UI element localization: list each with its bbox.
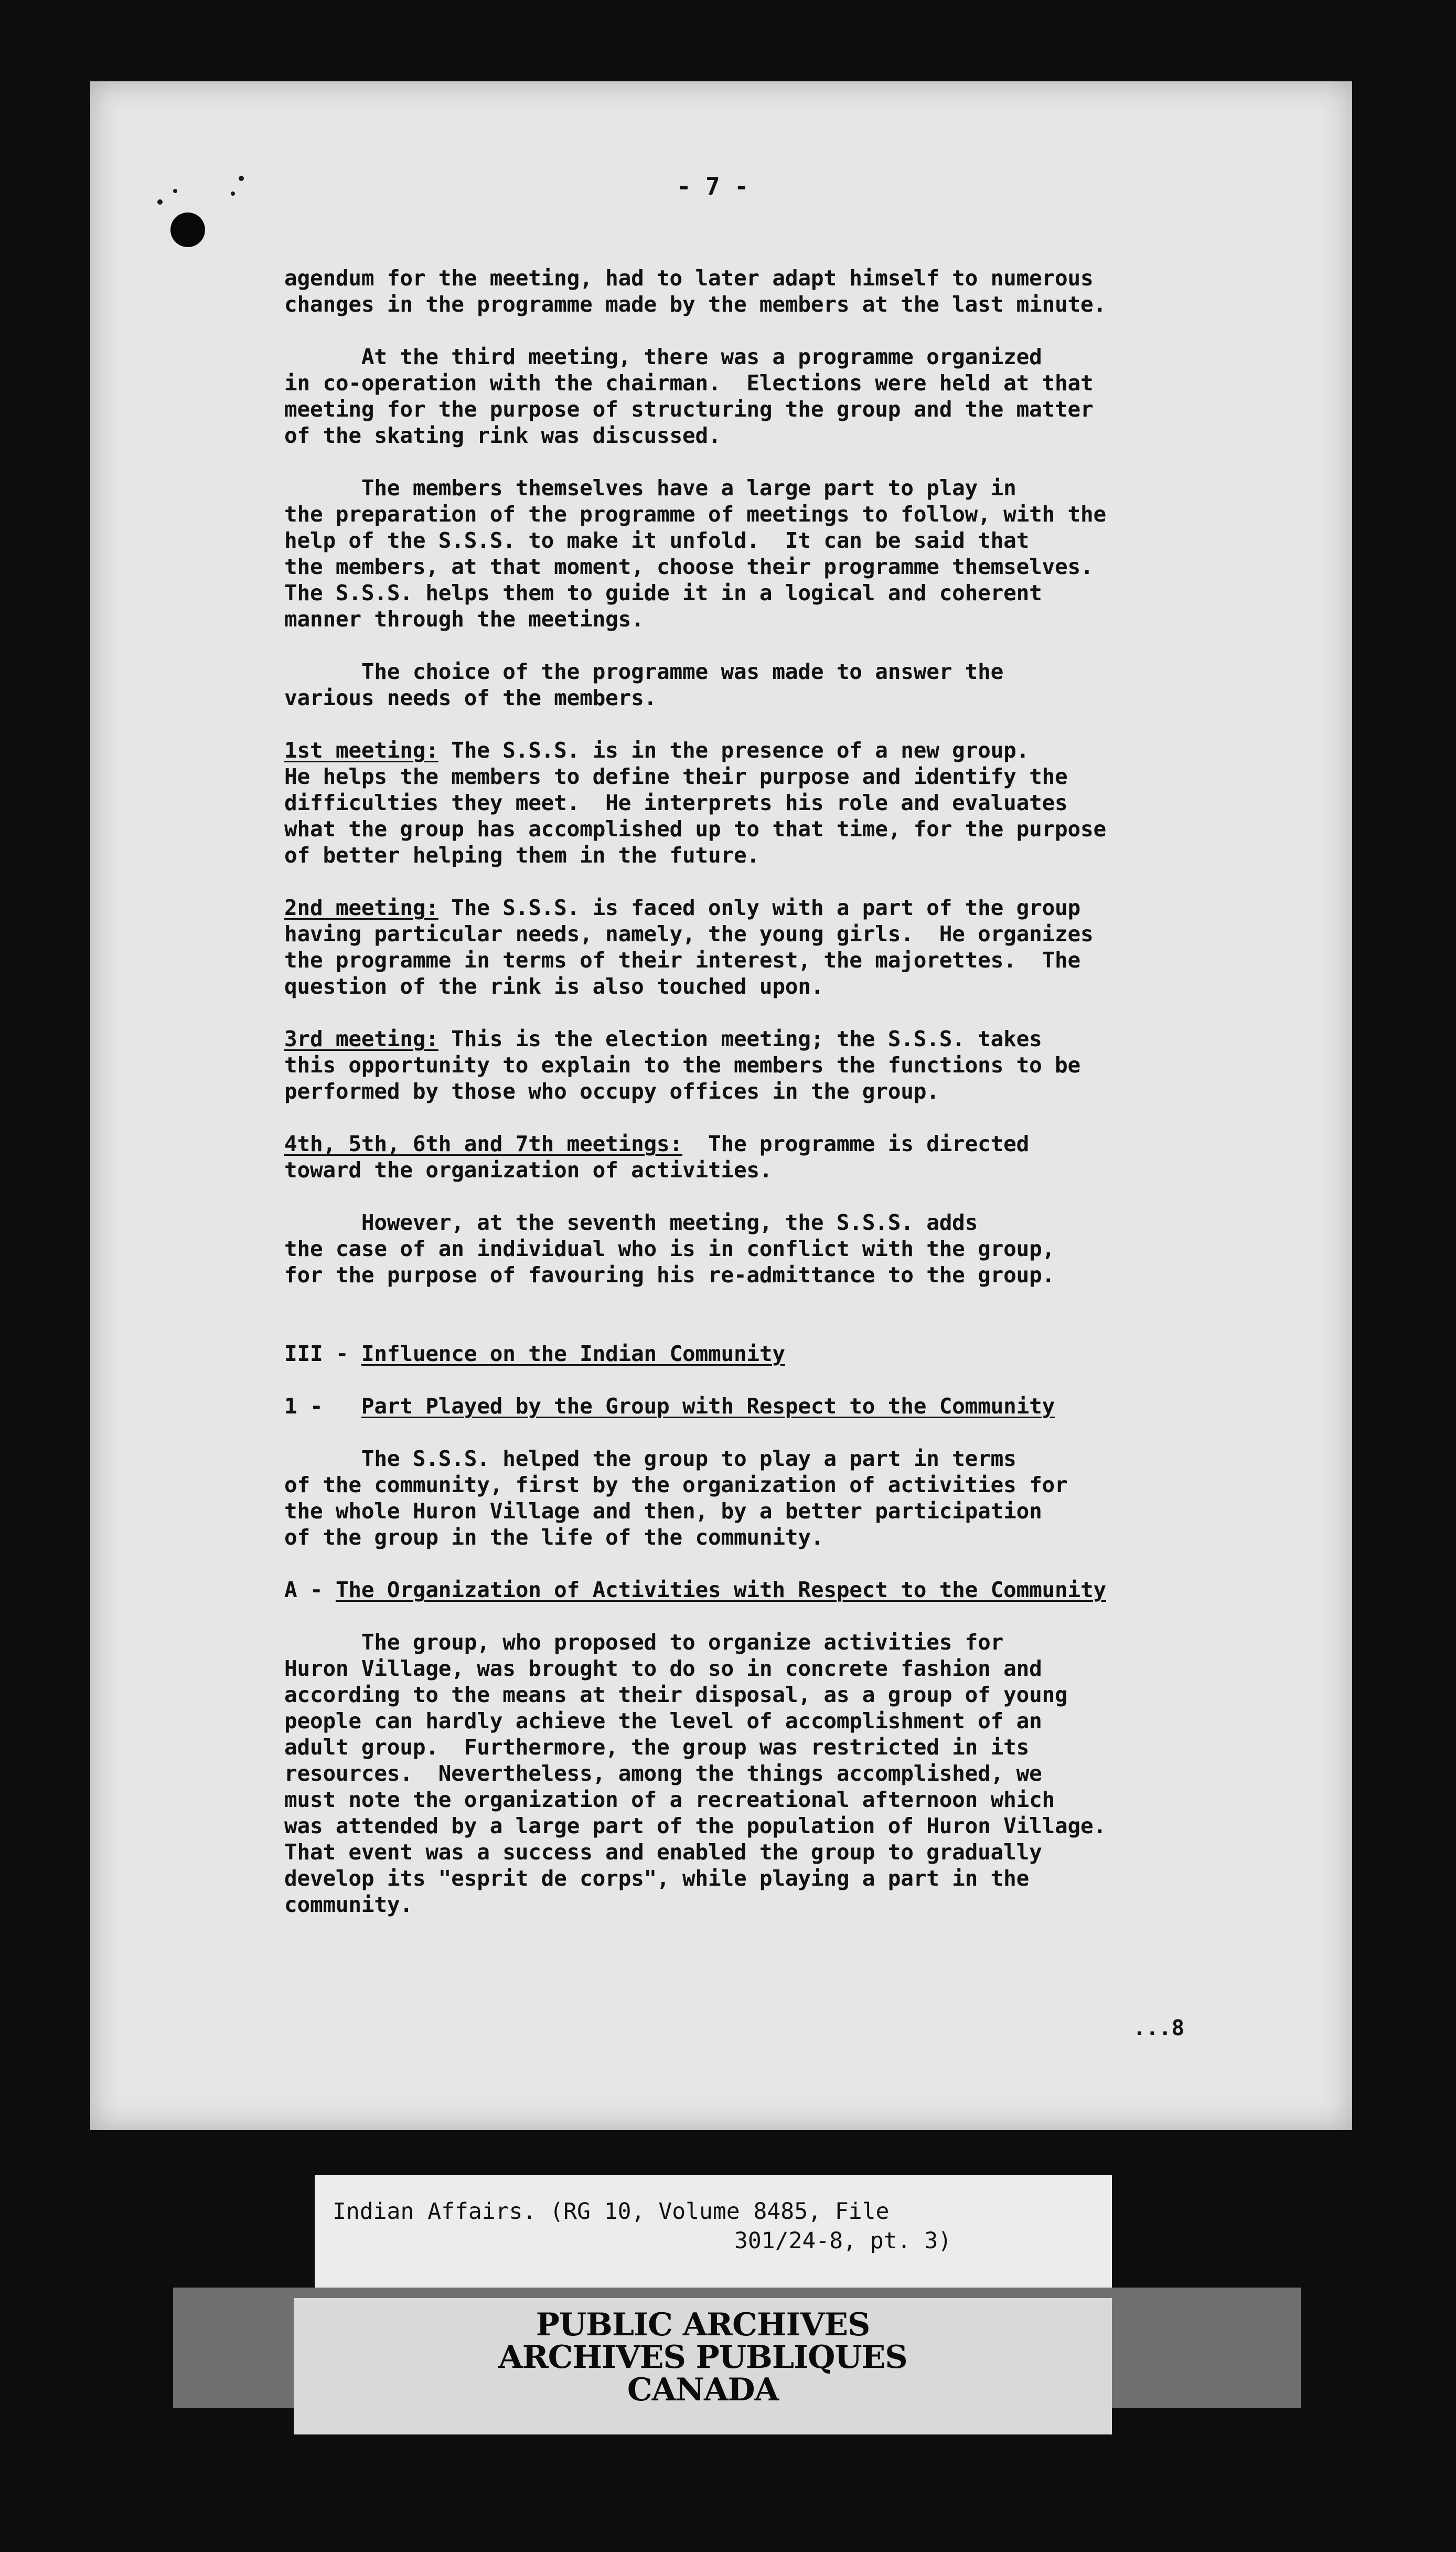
text-span: performed by those who occupy offices in the group. [284, 1079, 939, 1104]
text-span: community. [284, 1892, 413, 1917]
text-span: having particular needs, namely, the young girls. He organizes [284, 921, 1094, 947]
text-span: 1 - [284, 1394, 361, 1419]
text-span: At the third meeting, there was a programme organized [284, 344, 1042, 369]
paragraph-line [284, 1236, 1312, 1262]
paragraph-line [284, 1445, 1312, 1472]
meeting-line [284, 763, 1312, 790]
paragraph-line [284, 606, 1312, 632]
archives-stamp [294, 2306, 1112, 2408]
text-span: changes in the programme made by the members at the last minute. [284, 292, 1106, 317]
meeting-line [284, 1078, 1312, 1104]
text-span: people can hardly achieve the level of accomplishment of an [284, 1708, 1042, 1734]
text-span: the preparation of the programme of meetings to follow, with the [284, 502, 1106, 527]
text-span: Huron Village, was brought to do so in concrete fashion and [284, 1656, 1042, 1681]
paragraph-line [284, 501, 1312, 527]
punch-hole [170, 212, 205, 247]
paragraph-line [284, 1262, 1312, 1288]
paragraph-line [284, 580, 1312, 606]
text-span: That event was a success and enabled the group to gradually [284, 1839, 1042, 1865]
paragraph-line [284, 658, 1312, 685]
underlined-heading: Part Played by the Group with Respect to the Community [361, 1394, 1055, 1419]
text-span: for the purpose of favouring his re-admittance to the group. [284, 1262, 1055, 1288]
text-span: question of the rink is also touched upon. [284, 974, 824, 999]
paragraph-line [284, 1865, 1312, 1891]
paragraph-line [284, 1209, 1312, 1236]
paragraph-line [284, 1524, 1312, 1550]
text-span: what the group has accomplished up to that time, for the purpose [284, 816, 1106, 842]
text-span: of the community, first by the organization of activities for [284, 1472, 1068, 1497]
underlined-heading: 4th, 5th, 6th and 7th meetings: [284, 1131, 683, 1156]
text-span: help of the S.S.S. to make it unfold. It can be said that [284, 528, 1030, 553]
text-span: However, at the seventh meeting, the S.S.S. adds [284, 1210, 978, 1235]
text-span: the case of an individual who is in conflict with the group, [284, 1236, 1055, 1261]
meeting-line [284, 842, 1312, 868]
meeting-line [284, 790, 1312, 816]
section-heading [284, 1341, 1312, 1367]
stamp-line: PUBLIC ARCHIVES [536, 2306, 870, 2343]
text-span: of the skating rink was discussed. [284, 423, 721, 448]
text-span: A - [284, 1577, 336, 1602]
text-span: The group, who proposed to organize activities for [284, 1630, 1004, 1655]
meeting-heading-line [284, 737, 1312, 763]
speck [157, 199, 163, 205]
meeting-line [284, 921, 1312, 947]
text-span: He helps the members to define their purpose and identify the [284, 764, 1068, 789]
paragraph-line [284, 1891, 1312, 1918]
text-span: The members themselves have a large part to play in [284, 475, 1016, 501]
meeting-line [284, 816, 1312, 842]
paragraph-line [284, 1629, 1312, 1655]
paragraph-line [284, 396, 1312, 422]
underlined-heading: 3rd meeting: [284, 1026, 438, 1051]
paragraph-line [284, 1708, 1312, 1734]
meeting-line [284, 973, 1312, 999]
text-span: of better helping them in the future. [284, 843, 759, 868]
paragraph-line [284, 265, 1312, 291]
subsection-heading [284, 1577, 1312, 1603]
paragraph-line [284, 1734, 1312, 1760]
text-span: manner through the meetings. [284, 607, 644, 632]
text-span: The programme is directed [682, 1131, 1030, 1156]
text-span: The S.S.S. helps them to guide it in a logical and coherent [284, 580, 1042, 605]
paragraph-line [284, 1472, 1312, 1498]
meeting-heading-line [284, 895, 1312, 921]
paragraph-line [284, 370, 1312, 396]
text-span: The S.S.S. helped the group to play a part in terms [284, 1446, 1016, 1471]
meeting-heading-line [284, 1026, 1312, 1052]
stamp-line: ARCHIVES PUBLIQUES [498, 2339, 907, 2376]
speck [173, 189, 177, 193]
meeting-line [284, 947, 1312, 973]
paragraph-line [284, 1787, 1312, 1813]
paragraph-line [284, 1760, 1312, 1787]
paragraph-line [284, 1682, 1312, 1708]
text-span: agendum for the meeting, had to later adapt himself to numerous [284, 265, 1094, 291]
continuation-marker: ...8 [1133, 2015, 1184, 2040]
text-span: this opportunity to explain to the members the functions to be [284, 1052, 1081, 1078]
archive-reference-line-1: Indian Affairs. (RG 10, Volume 8485, File [333, 2198, 890, 2225]
paragraph-line [284, 475, 1312, 501]
text-span: must note the organization of a recreational afternoon which [284, 1787, 1055, 1812]
text-span: the members, at that moment, choose their programme themselves. [284, 554, 1094, 579]
text-span: resources. Nevertheless, among the things accomplished, we [284, 1761, 1042, 1786]
text-span: the whole Huron Village and then, by a better participation [284, 1498, 1042, 1524]
meeting-line [284, 1052, 1312, 1078]
page-number: - 7 - [677, 172, 749, 200]
text-span: difficulties they meet. He interprets his role and evaluates [284, 790, 1068, 815]
paragraph-line [284, 1498, 1312, 1524]
text-span: This is the election meeting; the S.S.S. takes [438, 1026, 1042, 1051]
text-span: was attended by a large part of the population of Huron Village. [284, 1813, 1106, 1838]
underlined-heading: The Organization of Activities with Respect to the Community [335, 1577, 1106, 1602]
speck [239, 176, 244, 181]
paragraph-line [284, 1813, 1312, 1839]
paragraph-line [284, 291, 1312, 317]
underlined-heading: 1st meeting: [284, 738, 438, 763]
text-span: toward the organization of activities. [284, 1157, 773, 1183]
text-span: develop its "esprit de corps", while playing a part in the [284, 1866, 1030, 1891]
text-span: The S.S.S. is faced only with a part of the group [438, 895, 1081, 920]
speck [231, 192, 235, 196]
text-span: The choice of the programme was made to answer the [284, 659, 1004, 684]
text-span: of the group in the life of the community. [284, 1525, 824, 1550]
paragraph-line [284, 527, 1312, 554]
text-span: in co-operation with the chairman. Elections were held at that [284, 370, 1094, 396]
paragraph-line [284, 1839, 1312, 1865]
text-span: various needs of the members. [284, 685, 657, 710]
paragraph-line [284, 1655, 1312, 1682]
text-span: the programme in terms of their interest, the majorettes. The [284, 948, 1081, 973]
subsection-heading [284, 1393, 1312, 1419]
meeting-line [284, 1157, 1312, 1183]
meeting-heading-line [284, 1131, 1312, 1157]
underlined-heading: 2nd meeting: [284, 895, 438, 920]
text-span: meeting for the purpose of structuring the group and the matter [284, 397, 1094, 422]
archive-reference-line-2: 301/24-8, pt. 3) [734, 2228, 952, 2254]
text-span: The S.S.S. is in the presence of a new group. [438, 738, 1030, 763]
text-span: adult group. Furthermore, the group was restricted in its [284, 1735, 1030, 1760]
stamp-line: CANADA [627, 2372, 779, 2408]
paragraph-line [284, 554, 1312, 580]
paragraph-line [284, 422, 1312, 449]
text-span: III - [284, 1341, 361, 1366]
paragraph-line [284, 685, 1312, 711]
text-span: according to the means at their disposal, as a group of young [284, 1682, 1068, 1707]
underlined-heading: Influence on the Indian Community [361, 1341, 785, 1366]
paragraph-line [284, 344, 1312, 370]
